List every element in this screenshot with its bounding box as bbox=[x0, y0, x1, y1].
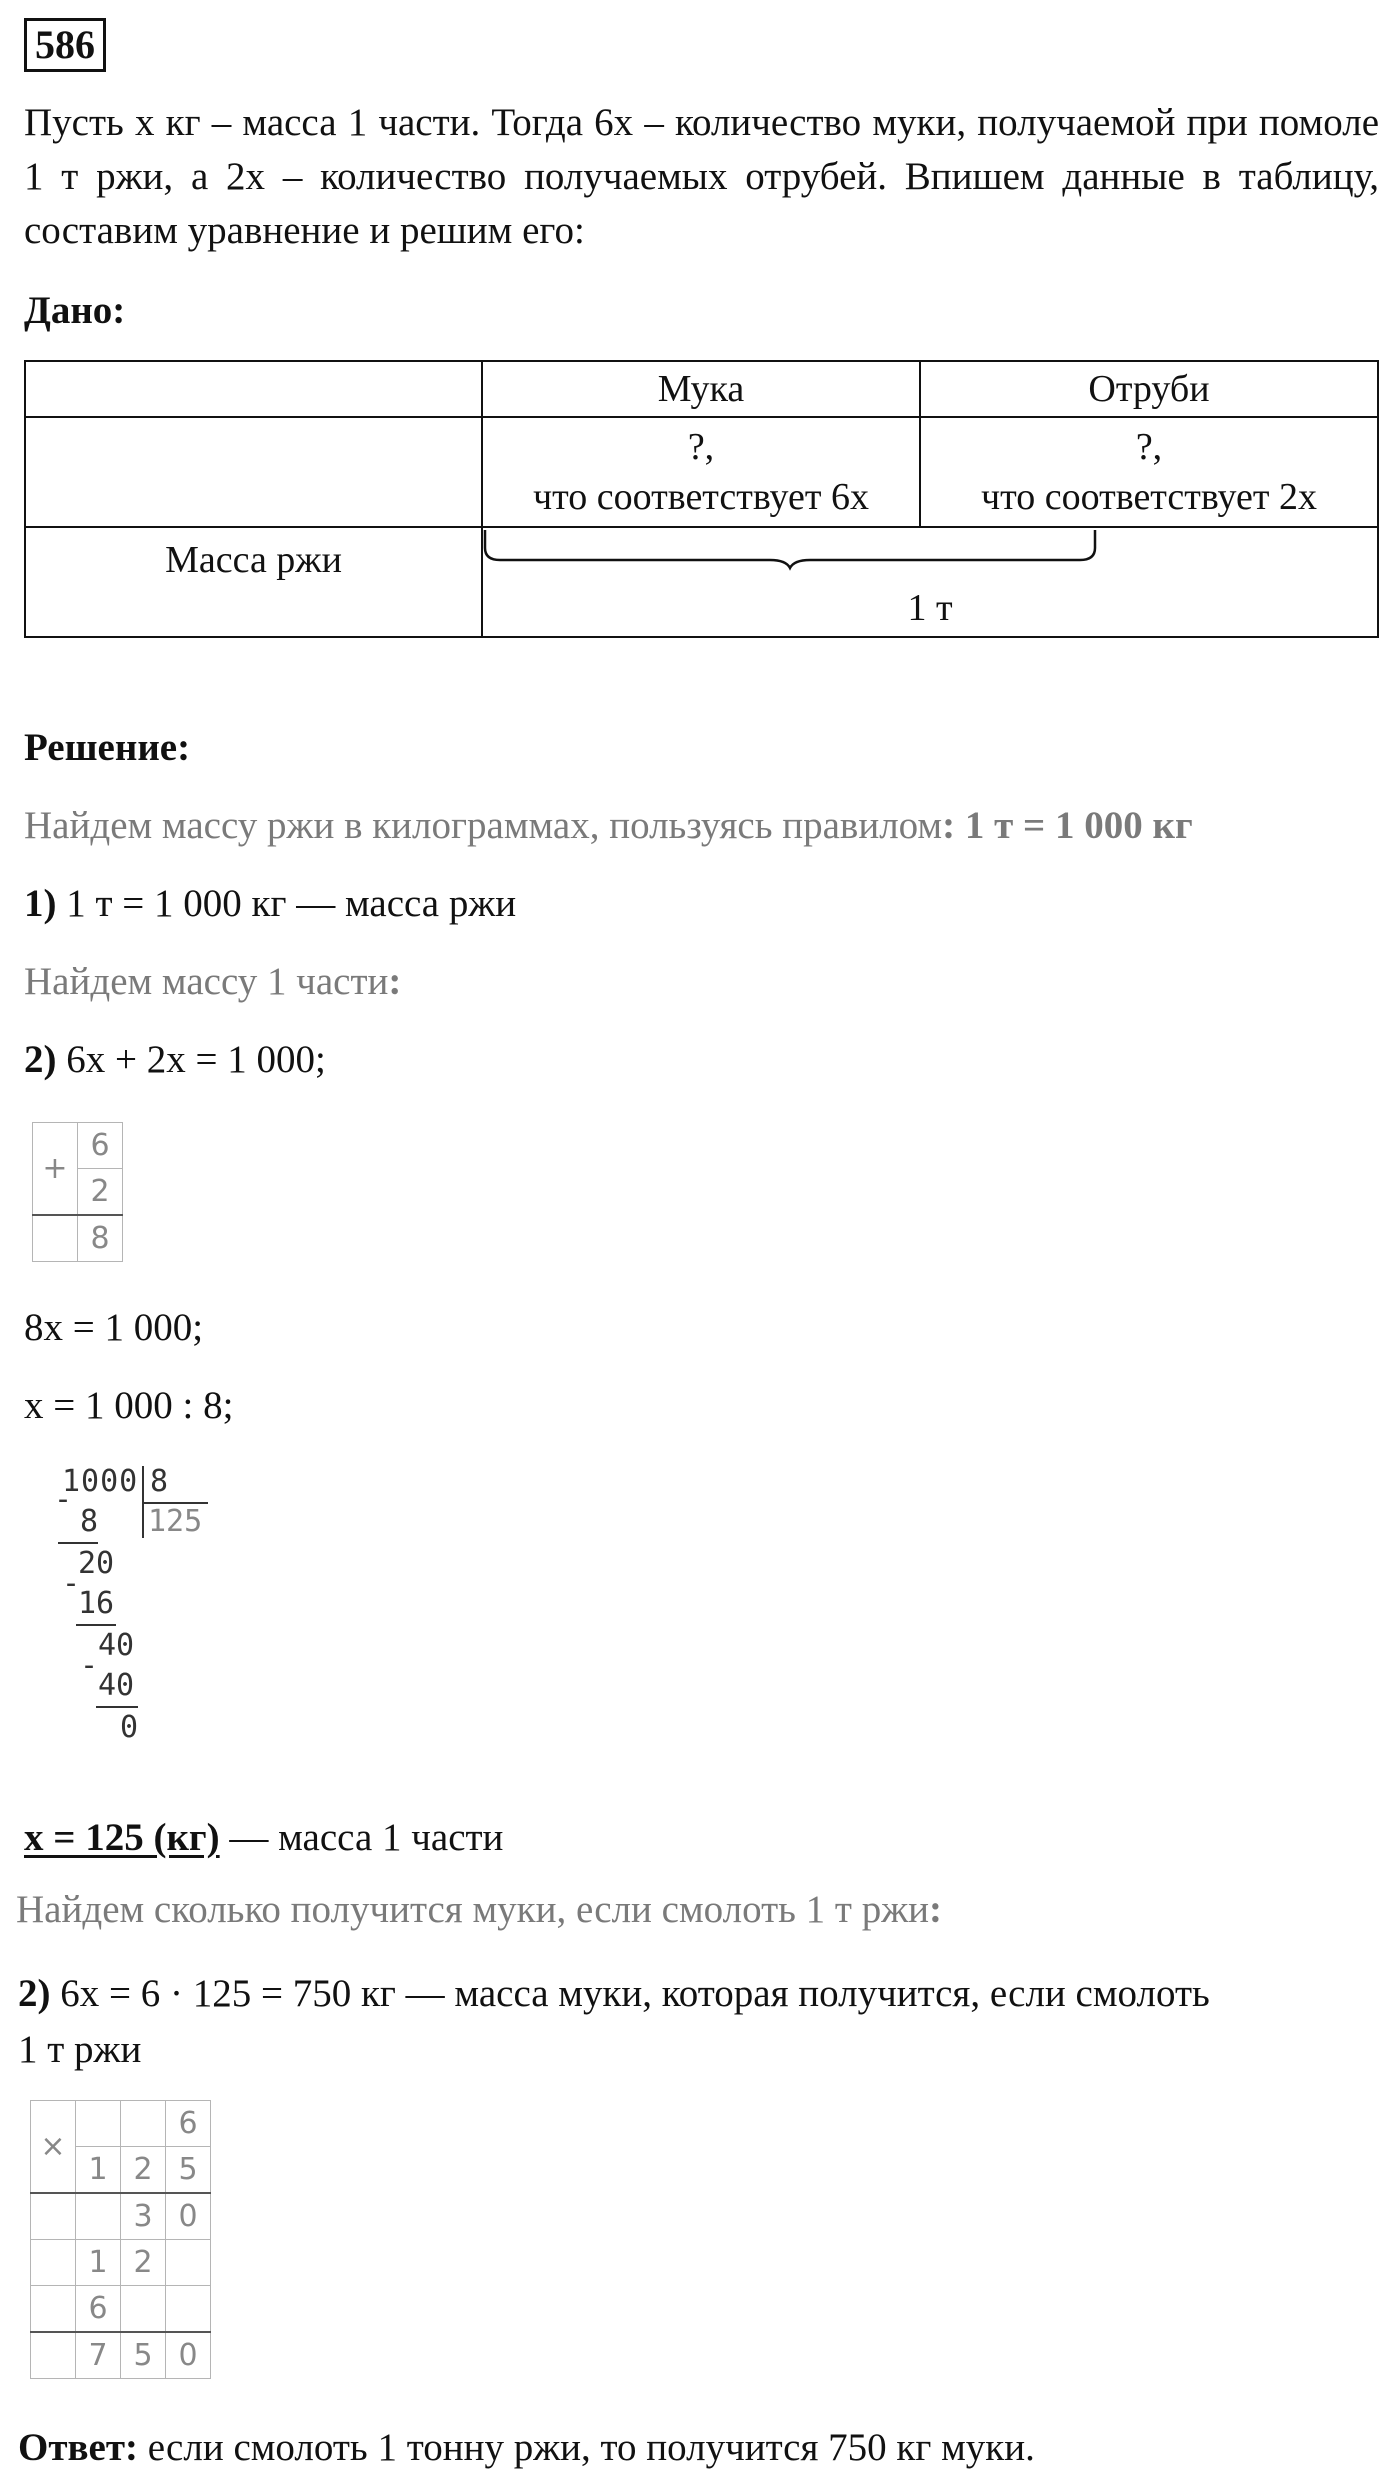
hint-part-mass bbox=[24, 954, 401, 1009]
solution-label: Решение: bbox=[24, 726, 191, 769]
mul-cell-5-3: 0 bbox=[166, 2332, 211, 2379]
mul-cell-5-2: 5 bbox=[121, 2332, 166, 2379]
mul-cell-0-2 bbox=[121, 2101, 166, 2147]
equation-x: х = 1 000 : 8; bbox=[24, 1384, 234, 1427]
table-cell-bran bbox=[920, 417, 1378, 527]
equation-8x: 8х = 1 000; bbox=[24, 1306, 204, 1349]
mul-cell-2-2: 3 bbox=[121, 2193, 166, 2240]
div-rem-2: 40 bbox=[98, 1628, 135, 1663]
step-3-num: 2) bbox=[18, 1972, 51, 2015]
answer-label: Ответ: bbox=[18, 2426, 139, 2469]
step-2 bbox=[24, 1032, 326, 1087]
answer bbox=[18, 2420, 1035, 2475]
step-1 bbox=[24, 876, 516, 931]
bran-relation: что соответствует 2х bbox=[981, 476, 1317, 518]
addition-grid bbox=[32, 1122, 123, 1262]
div-rem-1: 20 bbox=[78, 1546, 115, 1581]
bran-question: ?, bbox=[1135, 426, 1163, 468]
task-number: 586 bbox=[24, 18, 106, 72]
step-1-num: 1) bbox=[24, 882, 57, 925]
result-x-value: х = 125 (кг) bbox=[24, 1816, 220, 1859]
add-b: 2 bbox=[78, 1169, 123, 1216]
mul-cell-0-1 bbox=[76, 2101, 121, 2147]
mul-cell-3-3 bbox=[166, 2240, 211, 2286]
add-res: 8 bbox=[78, 1215, 123, 1262]
hint-mass-kg-rule: : 1 т = 1 000 кг bbox=[942, 804, 1193, 847]
result-x-tail: — масса 1 части bbox=[219, 1816, 504, 1859]
table-cell-empty bbox=[25, 417, 482, 527]
div-dividend: 1000 bbox=[62, 1464, 139, 1499]
div-sub-3: 40 bbox=[98, 1668, 135, 1703]
mul-op: × bbox=[31, 2101, 76, 2194]
step-1-text: 1 т = 1 000 кг — масса ржи bbox=[56, 882, 517, 925]
mul-cell-2-1 bbox=[76, 2193, 121, 2240]
table-cell-rye-total bbox=[482, 527, 1378, 637]
mul-cell-5-1: 7 bbox=[76, 2332, 121, 2379]
mul-cell-3-0 bbox=[31, 2240, 76, 2286]
add-empty bbox=[33, 1215, 78, 1262]
add-a: 6 bbox=[78, 1123, 123, 1169]
div-sub-2: 16 bbox=[78, 1586, 115, 1621]
flour-relation: что соответствует 6х bbox=[533, 476, 869, 518]
hint-flour bbox=[16, 1882, 942, 1937]
table-row-label-rye: Масса ржи bbox=[25, 527, 482, 637]
hint-flour-colon: : bbox=[929, 1888, 943, 1931]
hint-mass-kg-text: Найдем массу ржи в килограммах, пользуясь правилом bbox=[24, 804, 943, 847]
mul-cell-3-1: 1 bbox=[76, 2240, 121, 2286]
mul-cell-4-0 bbox=[31, 2286, 76, 2333]
step-2-num: 2) bbox=[24, 1038, 57, 1081]
flour-question: ?, bbox=[687, 426, 715, 468]
add-op: + bbox=[33, 1123, 78, 1216]
div-sub-1: 8 bbox=[80, 1504, 99, 1539]
mul-cell-1-3: 5 bbox=[166, 2147, 211, 2194]
hint-part-mass-text: Найдем массу 1 части bbox=[24, 960, 389, 1003]
table-header-bran: Отруби bbox=[920, 361, 1378, 417]
mul-cell-2-0 bbox=[31, 2193, 76, 2240]
mul-cell-1-1: 1 bbox=[76, 2147, 121, 2194]
given-label: Дано: bbox=[24, 289, 126, 332]
long-division bbox=[44, 1462, 244, 1782]
div-minus-3: - bbox=[80, 1648, 99, 1683]
given-table bbox=[24, 360, 1379, 638]
div-remainder: 0 bbox=[120, 1710, 139, 1745]
mul-cell-2-3: 0 bbox=[166, 2193, 211, 2240]
mul-cell-4-3 bbox=[166, 2286, 211, 2333]
step-3-cont: 1 т ржи bbox=[18, 2028, 142, 2071]
mul-cell-4-1: 6 bbox=[76, 2286, 121, 2333]
table-header-flour: Мука bbox=[482, 361, 920, 417]
hint-flour-text: Найдем сколько получится муки, если смолоть 1 т ржи bbox=[16, 1888, 930, 1931]
mul-cell-0-3: 6 bbox=[166, 2101, 211, 2147]
mul-cell-4-2 bbox=[121, 2286, 166, 2333]
div-divisor: 8 bbox=[150, 1464, 169, 1499]
rye-total: 1 т bbox=[907, 587, 953, 629]
intro-paragraph: Пусть х кг – масса 1 части. Тогда 6х – количество муки, получаемой при помоле 1 т ржи, а 2х – количество получаемых отрубей. Впишем данные в таблицу, составим уравнение и решим его: bbox=[24, 101, 1379, 252]
step-3 bbox=[18, 1966, 1210, 2021]
div-minus-1: - bbox=[54, 1482, 73, 1517]
table-header-empty bbox=[25, 361, 482, 417]
div-quotient: 125 bbox=[148, 1504, 203, 1539]
result-x bbox=[24, 1810, 503, 1865]
answer-text: если смолоть 1 тонну ржи, то получится 750 кг муки. bbox=[138, 2426, 1035, 2469]
multiplication-grid bbox=[30, 2100, 211, 2379]
table-cell-flour bbox=[482, 417, 920, 527]
step-2-text: 6х + 2х = 1 000; bbox=[56, 1038, 326, 1081]
hint-part-mass-colon: : bbox=[388, 960, 402, 1003]
step-3-text: 6х = 6 · 125 = 750 кг — масса муки, которая получится, если смолоть bbox=[50, 1972, 1210, 2015]
mul-cell-1-2: 2 bbox=[121, 2147, 166, 2194]
mul-cell-5-0 bbox=[31, 2332, 76, 2379]
mul-cell-3-2: 2 bbox=[121, 2240, 166, 2286]
div-minus-2: - bbox=[62, 1566, 81, 1601]
hint-mass-kg bbox=[24, 798, 1193, 853]
